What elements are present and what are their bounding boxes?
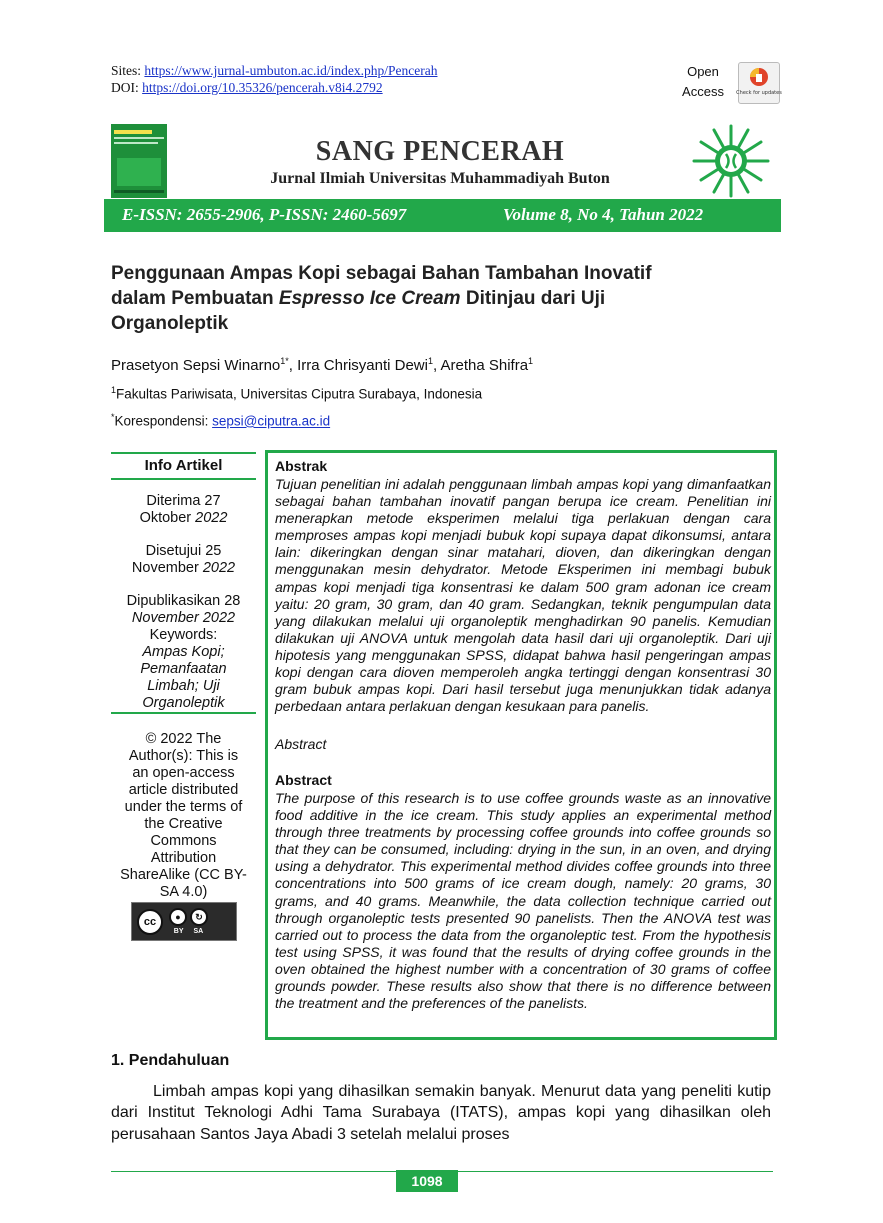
journal-site-link[interactable]: https://www.jurnal-umbuton.ac.id/index.php/Pencerah bbox=[144, 63, 438, 78]
author-2: , Irra Chrisyanti Dewi bbox=[288, 357, 428, 374]
open-access-label bbox=[668, 62, 738, 102]
title-line-2-pre: dalam Pembuatan bbox=[111, 288, 279, 309]
approved-label: Disetujui 25 bbox=[145, 543, 222, 559]
received-year: 2022 bbox=[195, 510, 228, 526]
section-title: 1. Pendahuluan bbox=[111, 1052, 230, 1069]
journal-subtitle: Jurnal Ilmiah Universitas Muhammadiyah Buton bbox=[270, 170, 610, 187]
license-line: Attribution bbox=[150, 850, 217, 866]
affiliation-text: Fakultas Pariwisata, Universitas Ciputra Surabaya, Indonesia bbox=[116, 386, 483, 402]
received-label: Diterima 27 bbox=[146, 493, 221, 509]
abstract-heading: Abstract bbox=[275, 772, 332, 788]
info-artikel-heading: Info Artikel bbox=[111, 452, 256, 480]
approved-date bbox=[111, 543, 256, 577]
license-line: an open-access bbox=[132, 765, 235, 781]
author-list bbox=[111, 356, 533, 374]
title-line-2-italic: Espresso Ice Cream bbox=[278, 288, 461, 309]
keywords-label: Keywords: bbox=[149, 627, 218, 643]
title-line-3: Organoleptik bbox=[111, 313, 229, 334]
keywords-block bbox=[111, 627, 256, 712]
abstrak-text: Tujuan penelitian ini adalah penggunaan limbah ampas kopi yang dimanfaatkan sebagai bahan tambahan inovatif pangan berupa ice cream. Penelitian ini menerapkan metode eksperimen melalui tiga perlakuan dengan cara memproses ampas kopi menjadi bubuk kopi supaya dapat dikonsumsi, antara lain: dikeringkan dengan sinar matahari, dioven, dan dikeringkan dengan menggunakan mesin dehydrator. Metode Eksperimen ini membagi bubuk ampas kopi menjadi tiga konsentrasi ke dalam 500 gram adonan ice cream yaitu: 20 gram, 30 gram, dan 40 gram. Sedangkan, teknik pengumpulan data yang dilakukan melalui uji organoleptik menghadirkan 90 panelis. Kemudian dilakukan uji ANOVA untuk mengolah data hasil dari uji organoleptik. Dari uji hipotesis yang menggunakan SPSS, didapat bahwa hasil pengeringan ampas kopi dengan cara dioven memperoleh angka tertinggi dengan konsentrasi 30 gram bubuk ampas kopi. Dari hasil tersebut juga menunjukkan tidak adanya perbedaan antara perlakuan dengan kesukaan para panelis. bbox=[275, 476, 771, 715]
correspondence-sup: * bbox=[111, 412, 115, 422]
license-line: Author(s): This is bbox=[128, 748, 239, 764]
abstract-box bbox=[265, 450, 777, 1040]
cc-icon: cc bbox=[137, 909, 163, 935]
keyword-line: Pemanfaatan bbox=[140, 661, 227, 677]
article-title bbox=[111, 261, 771, 336]
published-date bbox=[111, 593, 256, 627]
author-2-sup: 1 bbox=[427, 356, 433, 366]
volume-text: Volume 8, No 4, Tahun 2022 bbox=[503, 205, 704, 224]
published-value: November 2022 bbox=[131, 610, 236, 626]
license-line: ShareAlike (CC BY- bbox=[120, 867, 247, 883]
license-line: Commons bbox=[150, 833, 217, 849]
license-text bbox=[111, 731, 256, 901]
affiliation-sup: 1 bbox=[111, 385, 117, 395]
open-access-line1: Open bbox=[687, 64, 719, 79]
license-line: SA 4.0) bbox=[159, 884, 208, 900]
abstract-text: The purpose of this research is to use coffee grounds waste as an innovative food additive in the ice cream. This study applies an experimental method through three treatments by processing coffee grounds into coffee grounds so that they can be consumed, including: drying in the sun, in an oven, and drying using a dehydrator. This experimental method divides coffee grounds into three concentrations into 500 grams of ice cream dough, namely: 20 grams, 30 grams, and 40 grams. Meanwhile, the data collection technique carried out through organoleptic tests presented 90 panelists. Then the ANOVA test was carried out to process the data from the organoleptic test. From the hypothesis test using SPSS, it was found that the results of drying coffee grounds in the oven obtained the highest number with a concentration of 30 grams of coffee grounds powder. These results also show that there is no difference between the treatment and the preferences of the panelists. bbox=[275, 790, 771, 1012]
doi-label: DOI: bbox=[111, 80, 139, 95]
crossmark-label: Check for updates bbox=[736, 90, 782, 96]
journal-cover-thumbnail bbox=[111, 124, 167, 198]
title-line-2 bbox=[111, 286, 771, 311]
body-paragraph: Limbah ampas kopi yang dihasilkan semakin banyak. Menurut data yang peneliti kutip dari Institut Teknologi Adhi Tama Surabaya (ITATS), ampas kopi yang dihasilkan oleh perusahaan Santos Jaya Abadi 3 setelah melalui proses bbox=[111, 1083, 771, 1143]
keyword-line: Ampas Kopi; bbox=[142, 644, 225, 660]
published-label: Dipublikasikan 28 bbox=[126, 593, 241, 609]
license-line: under the terms of bbox=[124, 799, 243, 815]
cc-by-sa-badge-icon[interactable] bbox=[131, 902, 237, 941]
title-line-2-post: Ditinjau dari Uji bbox=[460, 288, 606, 309]
journal-links bbox=[111, 62, 437, 96]
author-1: Prasetyon Sepsi Winarno bbox=[111, 357, 281, 374]
approved-month: November bbox=[131, 560, 203, 576]
license-line: © 2022 The bbox=[145, 731, 222, 747]
sites-label: Sites: bbox=[111, 63, 142, 78]
doi-link[interactable]: https://doi.org/10.35326/pencerah.v8i4.2792 bbox=[142, 80, 383, 95]
correspondence bbox=[111, 412, 330, 429]
keywords-divider bbox=[111, 712, 256, 714]
received-month: Oktober bbox=[139, 510, 196, 526]
author-3-sup: 1 bbox=[528, 356, 534, 366]
page-number: 1098 bbox=[396, 1170, 458, 1192]
journal-title: SANG PENCERAH bbox=[315, 136, 565, 167]
muhammadiyah-logo-icon bbox=[690, 122, 772, 200]
issn-text: E-ISSN: 2655-2906, P-ISSN: 2460-5697 bbox=[122, 205, 407, 224]
keyword-line: Organoleptik bbox=[142, 695, 225, 711]
correspondence-label: Korespondensi: bbox=[114, 413, 213, 429]
open-access-line2: Access bbox=[682, 84, 724, 99]
title-line-1: Penggunaan Ampas Kopi sebagai Bahan Tambahan Inovatif bbox=[111, 263, 652, 284]
crossmark-icon[interactable] bbox=[738, 62, 780, 104]
sa-share-icon: ↻ bbox=[190, 908, 208, 926]
license-line: article distributed bbox=[128, 782, 239, 798]
cc-by-label: BY bbox=[173, 928, 184, 935]
received-date bbox=[111, 493, 256, 527]
correspondence-email-link[interactable]: sepsi@ciputra.ac.id bbox=[212, 413, 331, 429]
abstrak-trailing-label: Abstract bbox=[275, 736, 327, 752]
author-1-sup: 1* bbox=[280, 356, 289, 366]
author-3: , Aretha Shifra bbox=[432, 357, 529, 374]
affiliation bbox=[111, 385, 482, 402]
cc-sa-label: SA bbox=[193, 928, 204, 935]
approved-year: 2022 bbox=[202, 560, 236, 576]
abstrak-heading: Abstrak bbox=[275, 458, 328, 474]
license-line: the Creative bbox=[144, 816, 223, 832]
keyword-line: Limbah; Uji bbox=[147, 678, 220, 694]
by-person-icon: ● bbox=[169, 908, 187, 926]
